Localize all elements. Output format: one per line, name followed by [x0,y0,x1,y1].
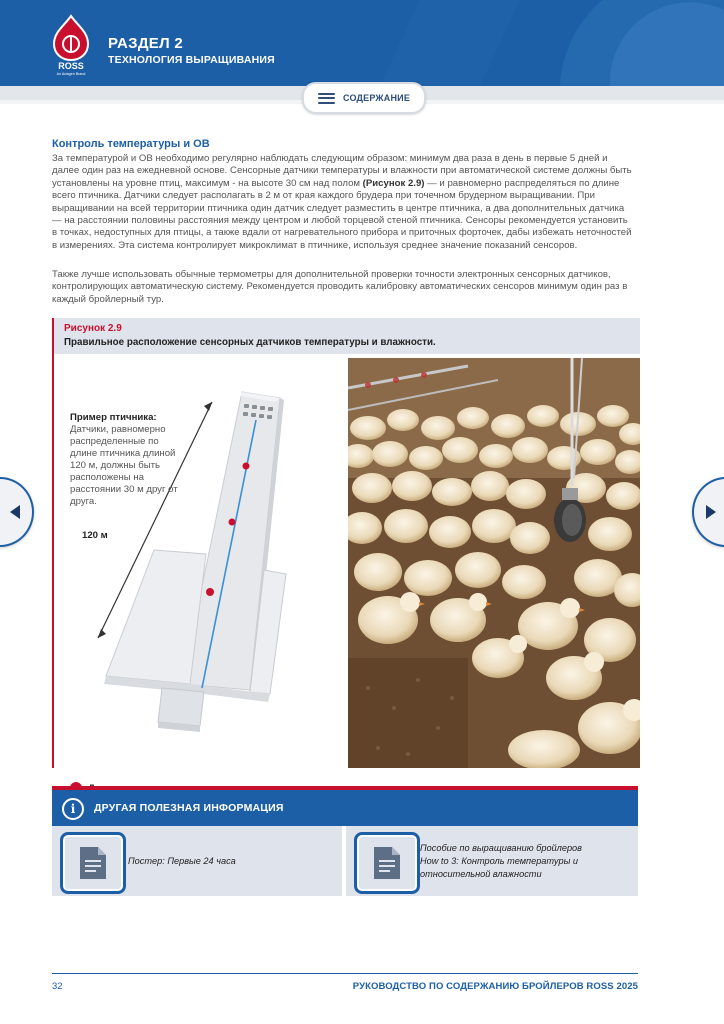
figure-reference-link[interactable]: (Рисунок 2.9) [362,177,425,189]
example-description: Датчики, равномерно распределенные по длине птичника длиной 120 м, должны быть расположены на расстоянии 30 м друг от друга. [70,424,178,507]
figure-caption [54,318,640,354]
house-diagram [54,354,348,768]
info-header [52,790,638,826]
info-title: ДРУГАЯ ПОЛЕЗНАЯ ИНФОРМАЦИЯ [94,802,284,814]
chicks-photo-illustration [348,358,640,768]
paragraph-2: Также лучше использовать обычные термометры для дополнительной проверки точности электронных сенсорных датчиков, контролирующих автоматическую систему. Рекомендуется проводить калибровку автоматических сенсоров минимум один раз в каждый бройлерный тур. [52,269,628,305]
document-icon [60,832,126,894]
prev-page-button[interactable] [0,477,34,547]
footer-title: РУКОВОДСТВО ПО СОДЕРЖАНИЮ БРОЙЛЕРОВ ROSS 2025 [352,981,638,992]
toc-button[interactable] [302,82,426,114]
figure-number: Рисунок 2.9 [64,323,122,334]
document-icon [354,832,420,894]
additional-info-panel [52,786,638,896]
info-icon: i [62,798,84,820]
footer-divider [52,973,638,974]
ross-logo [48,14,94,76]
resource-card-poster[interactable] [52,826,342,896]
next-page-button[interactable] [692,477,724,547]
svg-text:An Aviagen Brand: An Aviagen Brand [56,72,86,76]
section-title: РАЗДЕЛ 2 [108,35,184,52]
page-number: 32 [52,981,63,992]
sensor-marker-3 [206,588,214,596]
figure-2-9 [52,318,640,768]
sensor-marker-2 [229,519,236,526]
length-label: 120 м [82,530,108,541]
svg-text:ROSS: ROSS [58,61,84,71]
figure-title: Правильное расположение сенсорных датчиков температуры и влажности. [64,337,436,348]
paragraph-1: За температурой и ОВ необходимо регулярно наблюдать следующим образом: минимум два раза в день в первые 5 дней и далее один раз на ежедневной основе. Сенсорные датчики температуры и влажности при автоматической системе должны быть установлены на уровне птиц, максимум - на высоте 30 см над полом (Рисунок 2.9) — и равномерно распределяться по длине всего птичника. Датчики следует располагать в 2 м от края каждого брудера при точечном брудерном выращивании. При выращивании на всей территории птичника один датчик следует разместить в центре птичника, а два дополнительных датчика — на расстоянии половины расстояния между центром и любой торцевой стеной птичника. Сенсоры рекомендуется установить в точках, недоступных для птицы, а также вдали от нагревательного прибора и приточных форточек, дабы избежать неточностей в измерениях. Эта система контролирует микроклимат в птичнике, используя среднее значение показаний сенсоров. [52,153,632,251]
menu-icon [318,93,335,104]
resource-card-poster-label: Постер: Первые 24 часа [128,856,236,866]
page-header [0,0,724,86]
chicks-photo [348,358,640,768]
arrow-left-icon [10,505,20,519]
resource-card-howto[interactable] [346,826,638,896]
toc-button-label: СОДЕРЖАНИЕ [342,93,411,103]
arrow-right-icon [706,505,716,519]
resource-card-howto-label: Пособие по выращиванию бройлеров How to 3: Контроль температуры и относительной влажности [420,843,582,879]
example-title: Пример птичника: [70,412,157,423]
section-heading: Контроль температуры и ОВ [52,138,210,150]
section-subtitle: ТЕХНОЛОГИЯ ВЫРАЩИВАНИЯ [108,54,275,66]
sensor-marker-1 [243,463,250,470]
